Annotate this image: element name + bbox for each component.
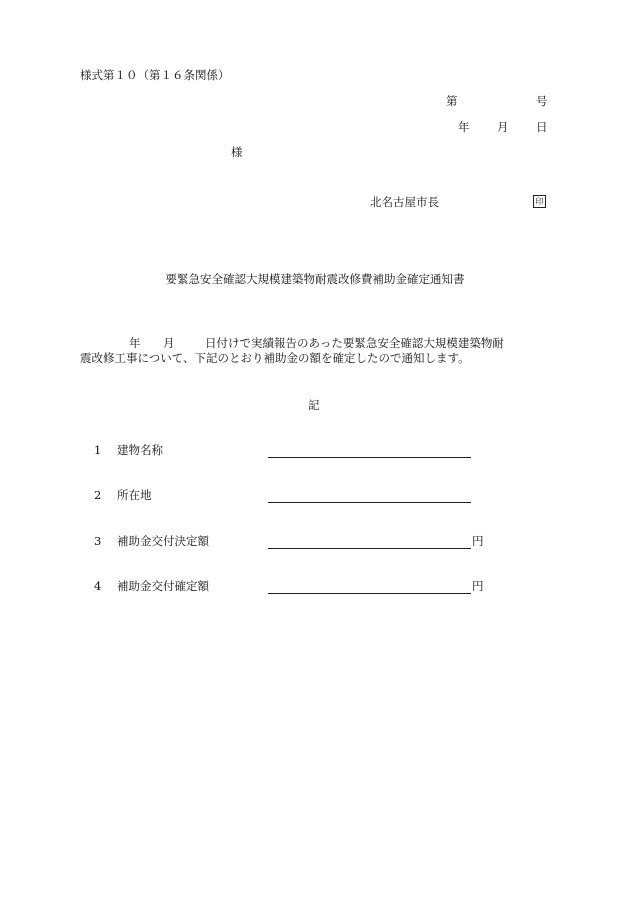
item-number: 1 xyxy=(94,443,102,457)
issuer: 北名古屋市長 xyxy=(370,195,439,209)
item-unit: 円 xyxy=(472,579,484,593)
item-number: 3 xyxy=(94,534,102,548)
item-blank-line xyxy=(268,488,471,503)
item-blank-line xyxy=(268,579,471,594)
number-suffix: 号 xyxy=(536,94,548,108)
item-number: 4 xyxy=(94,579,102,593)
number-prefix: 第 xyxy=(446,94,458,108)
item-label: 補助金交付確定額 xyxy=(117,579,209,593)
date-month: 月 xyxy=(497,120,509,134)
body-line2: 震改修工事について、下記のとおり補助金の額を確定したので通知します。 xyxy=(80,351,470,365)
seal-mark: 印 xyxy=(533,195,546,208)
item-blank-line xyxy=(268,443,471,458)
recipient-suffix: 様 xyxy=(231,145,243,159)
body-year: 年 xyxy=(129,336,141,350)
date-day: 日 xyxy=(536,120,548,134)
ki-heading: 記 xyxy=(308,398,320,412)
item-blank-line xyxy=(268,534,471,549)
item-number: 2 xyxy=(94,488,102,502)
body-line1: 日付けで実績報告のあった要緊急安全確認大規模建築物耐 xyxy=(205,336,504,350)
item-unit: 円 xyxy=(472,534,484,548)
body-month: 月 xyxy=(163,336,175,350)
date-year: 年 xyxy=(458,120,470,134)
form-number: 様式第１０（第１６条関係） xyxy=(80,68,230,82)
document-title: 要緊急安全確認大規模建築物耐震改修費補助金確定通知書 xyxy=(165,272,465,286)
item-label: 補助金交付決定額 xyxy=(117,534,209,548)
item-label: 建物名称 xyxy=(117,443,163,457)
item-label: 所在地 xyxy=(117,488,152,502)
